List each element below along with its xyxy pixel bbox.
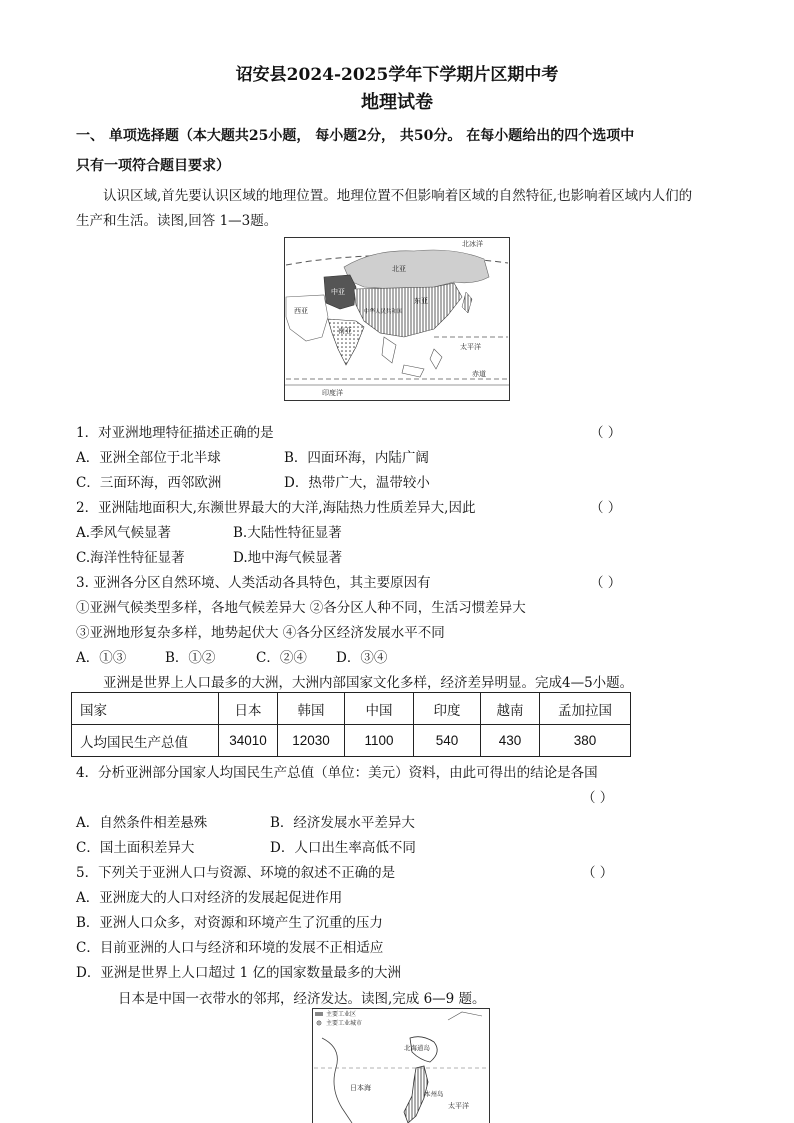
intro2: 亚洲是世界上人口最多的大洲，大洲内部国家文化多样，经济差异明显。完成4—5小题。 — [103, 675, 634, 691]
table-header-label: 国家 — [72, 693, 219, 725]
table-value: 540 — [414, 725, 481, 757]
q1-option-c: C．三面环海，西邻欧洲 — [76, 475, 222, 491]
q4-stem: 4．分析亚洲部分国家人均国民生产总值（单位：美元）资料，由此可得出的结论是各国 — [76, 765, 598, 781]
table-row-label: 人均国民生产总值 — [72, 725, 219, 757]
q3-statement-line1: ①亚洲气候类型多样，各地气候差异大 ②各分区人种不同，生活习惯差异大 — [76, 600, 526, 616]
legend-industrial-zone-swatch — [315, 1012, 323, 1016]
q5-option-d: D．亚洲是世界上人口超过 1 亿的国家数量最多的大洲 — [76, 965, 401, 981]
label-arctic: 北冰洋 — [462, 240, 483, 248]
label-east-asia: 东亚 — [414, 297, 428, 305]
q1-option-b: B．四面环海，内陆广阔 — [284, 450, 429, 466]
q3-stem: 3. 亚洲各分区自然环境、人类活动各具特色，其主要原因有 — [76, 575, 431, 591]
q4-option-c: C．国土面积差异大 — [76, 840, 195, 856]
table-country: 印度 — [414, 693, 481, 725]
q3-answer-paren: （ ） — [590, 575, 622, 591]
label-south-asia: 南亚 — [338, 327, 352, 335]
q2-option-a: A.季风气候显著 — [76, 525, 172, 541]
q4-answer-paren: （ ） — [582, 790, 614, 806]
table-value: 1100 — [345, 725, 414, 757]
q4-option-d: D．人口出生率高低不同 — [270, 840, 416, 856]
section-heading-line2: 只有一项符合题目要求） — [76, 158, 230, 174]
table-value: 380 — [540, 725, 631, 757]
label-sea-of-japan: 日本海 — [350, 1084, 371, 1092]
q1-option-a: A．亚洲全部位于北半球 — [76, 450, 221, 466]
section-heading-line1: 一、 单项选择题（本大题共25小题， 每小题2分， 共50分。 在每小题给出的四个选项中 — [76, 128, 635, 144]
intro3: 日本是中国一衣带水的邻邦，经济发达。读图,完成 6—9 题。 — [118, 991, 486, 1007]
label-central-asia: 中亚 — [331, 288, 345, 296]
q3-option-d: D．③④ — [336, 650, 388, 666]
q5-answer-paren: （ ） — [582, 865, 614, 881]
exam-subtitle: 地理试卷 — [361, 92, 433, 113]
label-pacific-ocean: 太平洋 — [448, 1102, 469, 1110]
q2-stem: 2．亚洲陆地面积大,东濒世界最大的大洋,海陆热力性质差异大,因此 — [76, 500, 476, 516]
q3-option-a: A．①③ — [76, 650, 127, 666]
table-value: 34010 — [219, 725, 278, 757]
legend-industrial-city: 主要工业城市 — [326, 1020, 363, 1027]
q5-option-c: C．目前亚洲的人口与经济和环境的发展不正相适应 — [76, 940, 384, 956]
q2-option-d: D.地中海气候显著 — [233, 550, 343, 566]
legend-city-dot — [318, 1022, 319, 1023]
q2-option-c: C.海洋性特征显著 — [76, 550, 185, 566]
label-china: 中华人民共和国 — [364, 309, 403, 315]
table-country: 越南 — [481, 693, 540, 725]
q4-option-b: B．经济发展水平差异大 — [270, 815, 415, 831]
label-pacific: 太平洋 — [460, 343, 481, 351]
q4-option-a: A．自然条件相差悬殊 — [76, 815, 208, 831]
gnp-table — [71, 692, 631, 757]
q2-option-b: B.大陆性特征显著 — [233, 525, 342, 541]
q1-option-d: D．热带广大，温带较小 — [284, 475, 430, 491]
intro1-line1: 认识区域,首先要认识区域的地理位置。地理位置不但影响着区域的自然特征,也影响着区域内人们的 — [103, 188, 693, 204]
table-country: 中国 — [345, 693, 414, 725]
table-value: 12030 — [278, 725, 345, 757]
table-country: 孟加拉国 — [540, 693, 631, 725]
q5-option-b: B．亚洲人口众多，对资源和环境产生了沉重的压力 — [76, 915, 383, 931]
label-equator: 赤道 — [472, 370, 486, 378]
q3-option-b: B．①② — [165, 650, 216, 666]
q3-option-c: C．②④ — [256, 650, 307, 666]
label-honshu: 本州岛 — [424, 1090, 444, 1098]
q1-stem: 1．对亚洲地理特征描述正确的是 — [76, 425, 274, 441]
exam-title: 诏安县2024-2025学年下学期片区期中考 — [235, 65, 559, 85]
q5-option-a: A．亚洲庞大的人口对经济的发展起促进作用 — [76, 890, 343, 906]
legend-industrial-zone: 主要工业区 — [326, 1011, 357, 1018]
asia-regions-map — [284, 237, 510, 401]
table-row — [72, 725, 631, 757]
label-west-asia: 西亚 — [294, 307, 308, 315]
table-value: 430 — [481, 725, 540, 757]
intro1-line2: 生产和生活。读图,回答 1—3题。 — [76, 213, 278, 229]
label-north-asia: 北亚 — [392, 265, 406, 273]
q2-answer-paren: （ ） — [590, 500, 622, 516]
table-row — [72, 693, 631, 725]
table-country: 韩国 — [278, 693, 345, 725]
label-indian-ocean: 印度洋 — [322, 389, 343, 397]
q3-statement-line2: ③亚洲地形复杂多样，地势起伏大 ④各分区经济发展水平不同 — [76, 625, 445, 641]
q5-stem: 5．下列关于亚洲人口与资源、环境的叙述不正确的是 — [76, 865, 396, 881]
table-country: 日本 — [219, 693, 278, 725]
q1-answer-paren: （ ） — [590, 425, 622, 441]
label-hokkaido: 北海道岛 — [404, 1044, 430, 1052]
japan-map — [312, 1008, 490, 1123]
